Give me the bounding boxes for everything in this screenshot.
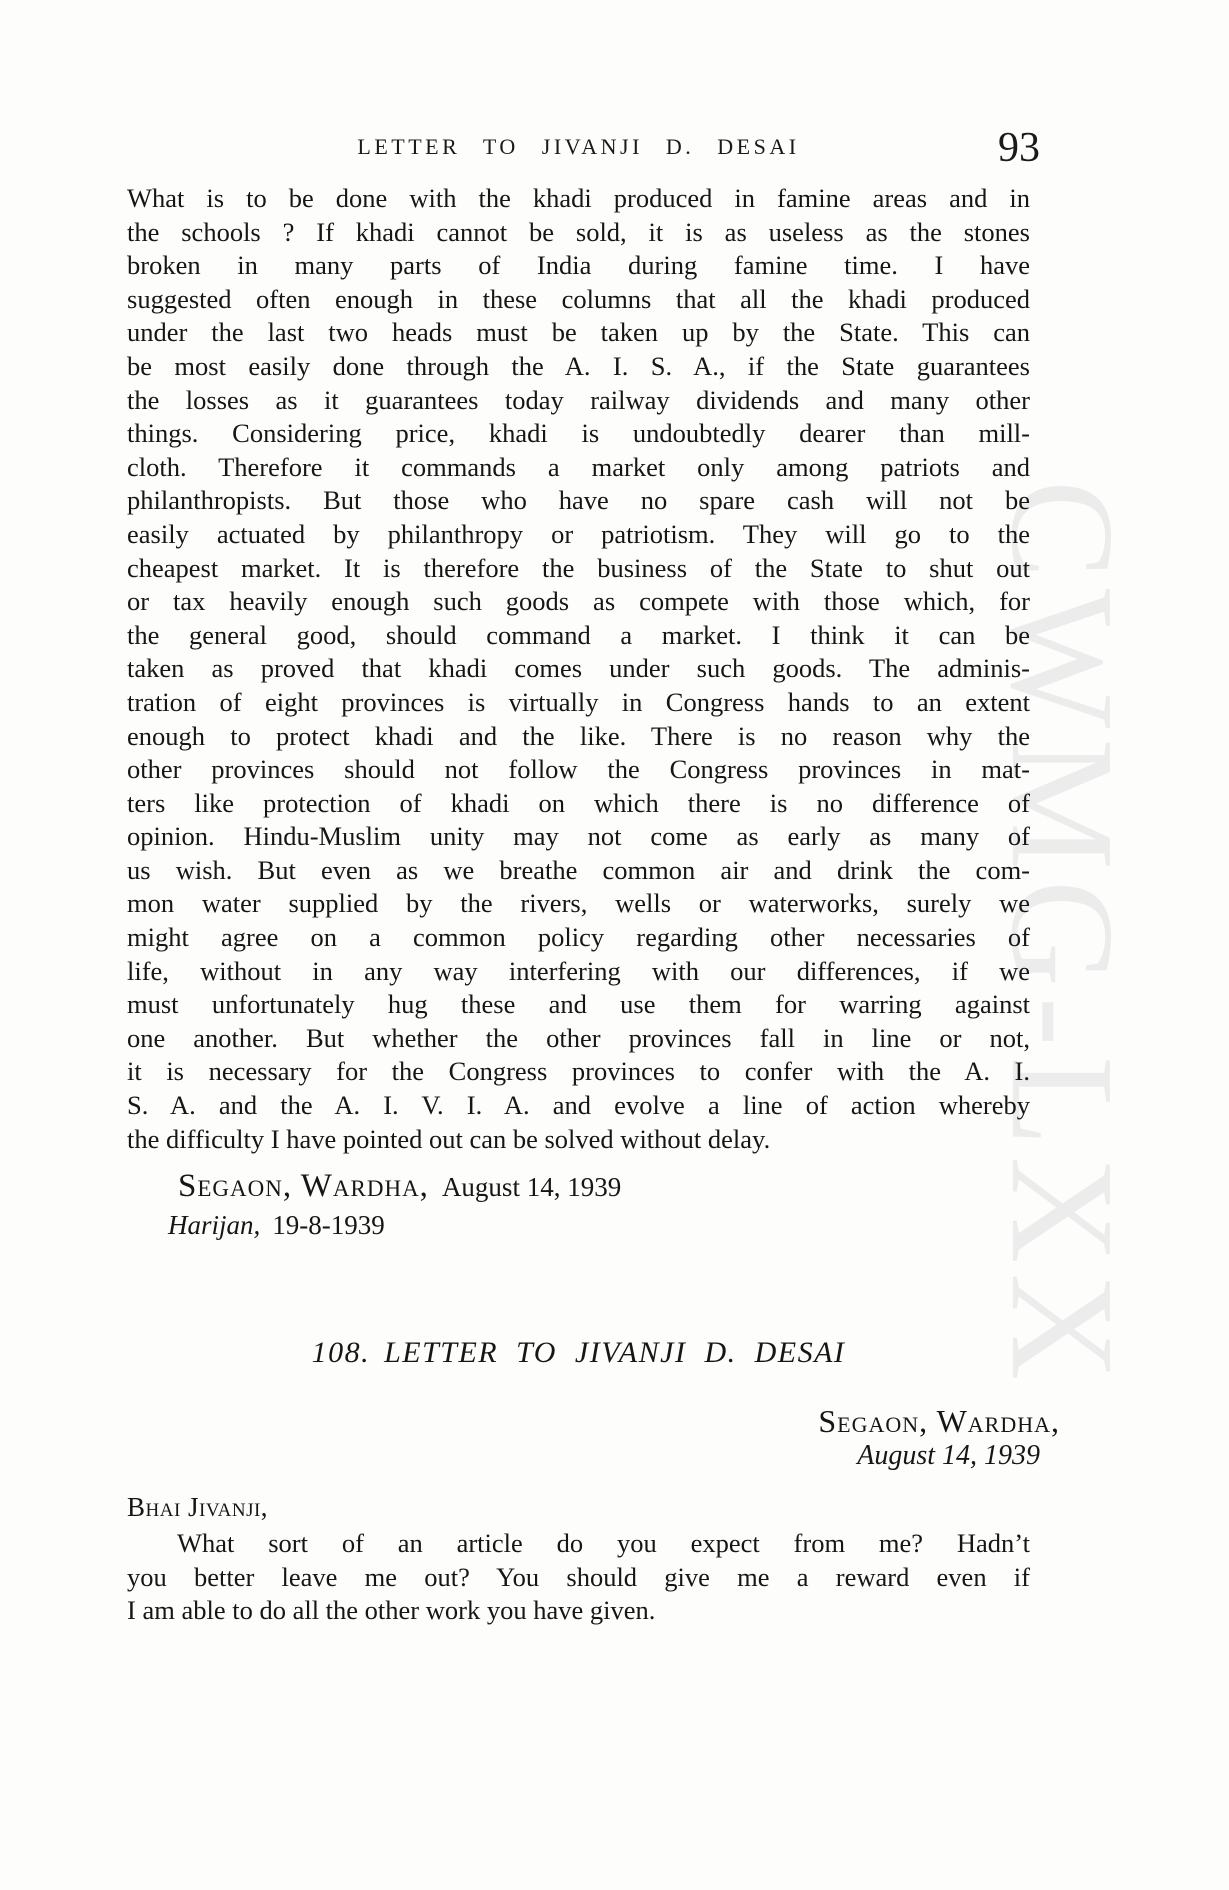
text-line: be most easily done through the A. I. S. A., if the State guarantees	[127, 350, 1030, 381]
text-line: the schools ? If khadi cannot be sold, it is as useless as the stones	[127, 216, 1030, 247]
text-line: might agree on a common policy regarding other necessaries of	[127, 922, 1030, 953]
text-line: one another. But whether the other provinces fall in line or not,	[127, 1022, 1030, 1053]
text-line: philanthropists. But those who have no spare cash will not be	[127, 485, 1030, 516]
letter-title: LETTER TO JIVANJI D. DESAI	[384, 1336, 846, 1369]
text-line: easily actuated by philanthropy or patriotism. They will go to the	[127, 518, 1030, 549]
text-line: tration of eight provinces is virtually in Congress hands to an extent	[127, 686, 1030, 717]
text-line: things. Considering price, khadi is undoubtedly dearer than mill-	[127, 418, 1030, 449]
running-header	[127, 134, 1030, 160]
source-line	[168, 1210, 385, 1241]
text-line: broken in many parts of India during famine time. I have	[127, 250, 1030, 281]
text-line: must unfortunately hug these and use them for warring against	[127, 989, 1030, 1020]
letter-dateline-place: Segaon, Wardha,	[818, 1403, 1060, 1439]
text-line: you better leave me out? You should give me a reward even if	[127, 1561, 1030, 1592]
text-line: What sort of an article do you expect from me? Hadn’t	[177, 1528, 1030, 1558]
article-body	[127, 182, 1030, 1156]
text-line: other provinces should not follow the Congress provinces in mat-	[127, 754, 1030, 785]
publication-date: 19-8-1939	[272, 1210, 385, 1240]
article-dateline	[178, 1168, 621, 1205]
text-line: the losses as it guarantees today railway dividends and many other	[127, 384, 1030, 415]
article-dateline-date: August 14, 1939	[441, 1172, 622, 1202]
salutation: Bhai Jivanji,	[127, 1492, 269, 1522]
text-line: mon water supplied by the rivers, wells or waterworks, surely we	[127, 888, 1030, 919]
publication-name: Harijan,	[168, 1210, 261, 1240]
text-line: or tax heavily enough such goods as compete with those which, for	[127, 586, 1030, 617]
text-line: suggested often enough in these columns that all the khadi produced	[127, 283, 1030, 314]
text-line: life, without in any way interfering with our differences, if we	[127, 955, 1030, 986]
text-line: ters like protection of khadi on which there is no difference of	[127, 787, 1030, 818]
article-dateline-place: Segaon, Wardha,	[178, 1168, 429, 1204]
letter-number: 108.	[311, 1336, 371, 1369]
text-line: cloth. Therefore it commands a market only among patriots and	[127, 451, 1030, 482]
running-title: LETTER TO JIVANJI D. DESAI	[357, 134, 800, 159]
text-line: cheapest market. It is therefore the business of the State to shut out	[127, 552, 1030, 583]
watermark-text: CWMG-LXX	[980, 480, 1144, 1391]
text-line: enough to protect khadi and the like. There is no reason why the	[127, 720, 1030, 751]
text-line: S. A. and the A. I. V. I. A. and evolve a line of action whereby	[127, 1090, 1030, 1121]
text-line: the difficulty I have pointed out can be solved without delay.	[127, 1123, 771, 1154]
text-line: opinion. Hindu-Muslim unity may not come as early as many of	[127, 821, 1030, 852]
letter-dateline-date: August 14, 1939	[857, 1440, 1040, 1471]
text-line: under the last two heads must be taken up by the State. This can	[127, 317, 1030, 348]
letter-body	[127, 1527, 1030, 1628]
text-line: What is to be done with the khadi produced in famine areas and in	[127, 183, 1030, 213]
text-line: us wish. But even as we breathe common air and drink the com-	[127, 854, 1030, 885]
page-number: 93	[998, 125, 1040, 171]
text-line: the general good, should command a market. I think it can be	[127, 619, 1030, 650]
text-line: taken as proved that khadi comes under such goods. The adminis-	[127, 653, 1030, 684]
text-line: I am able to do all the other work you have given.	[127, 1595, 656, 1626]
text-line: it is necessary for the Congress provinces to confer with the A. I.	[127, 1056, 1030, 1087]
letter-section-heading	[127, 1336, 1030, 1370]
